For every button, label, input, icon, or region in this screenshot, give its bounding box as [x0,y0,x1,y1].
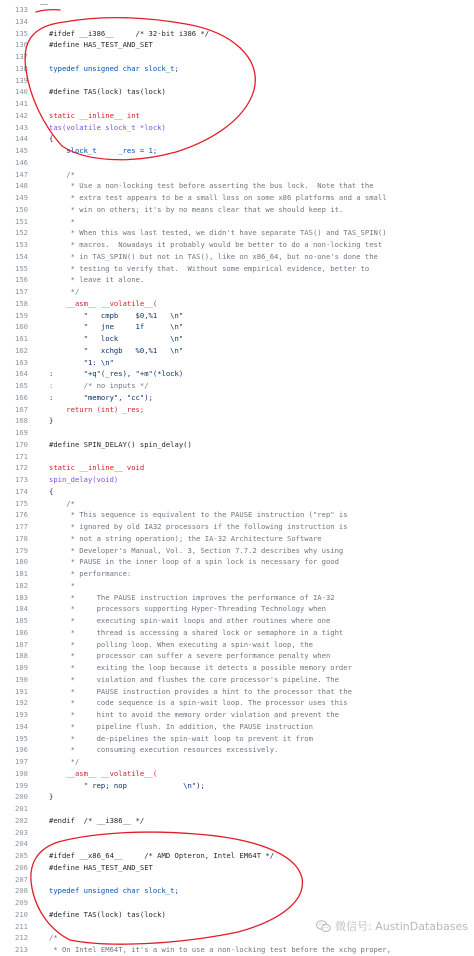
line-number[interactable]: 176 [15,510,28,520]
code-line [0,110,474,122]
code-line [0,4,474,16]
line-text: typedef unsigned char slock_t; [49,886,179,896]
code-line [0,897,474,909]
code-line [0,674,474,686]
line-number[interactable]: 135 [15,28,28,38]
line-number[interactable]: 161 [15,334,28,343]
line-number[interactable]: 193 [15,710,28,719]
line-text: * The PAUSE instruction improves the performance of IA-32 [49,592,335,602]
line-number[interactable]: 184 [15,604,28,614]
line-number[interactable]: 160 [15,322,28,332]
line-number[interactable]: 138 [15,63,28,73]
code-line [0,51,474,63]
code-line [0,709,474,721]
line-text: "1: \n" [49,357,114,367]
code-line [0,63,474,75]
code-line [0,603,474,615]
line-number[interactable]: 209 [15,898,28,907]
code-line [0,885,474,897]
line-number[interactable]: 147 [15,169,28,179]
line-number[interactable]: 136 [15,40,28,50]
line-text: * leave it alone. [49,275,145,285]
line-text: #define HAS_TEST_AND_SET [49,862,153,872]
line-text: " xchgb %0,%1 \n" [49,345,184,355]
line-number[interactable]: 152 [15,228,28,238]
code-line [0,368,474,380]
wechat-icon [316,920,331,933]
line-number[interactable]: 172 [15,463,28,473]
line-number[interactable]: 163 [15,357,28,367]
line-text: * win on others; it's by no means clear that we should keep it. [49,204,344,214]
code-line [0,439,474,451]
code-line [0,451,474,463]
code-line [0,16,474,28]
code-line [0,780,474,792]
line-number[interactable]: 154 [15,251,28,261]
line-number[interactable]: 202 [15,815,28,825]
line-text: #define SPIN_DELAY() spin_delay() [49,439,192,449]
line-number[interactable]: 168 [15,416,28,426]
line-text: * ignored by old IA32 processors if the following instruction is [49,522,348,531]
line-text: * [49,216,75,226]
line-number[interactable]: 149 [15,193,28,202]
line-number[interactable]: 192 [15,698,28,708]
line-text: * testing to verify that. Without some empirical evidence, better to [49,263,370,273]
code-line [0,286,474,298]
line-text: * hint to avoid the memory order violation and prevent the [49,710,339,719]
line-number[interactable]: 134 [15,16,28,26]
line-number[interactable]: 173 [15,475,28,484]
line-text: { [49,134,54,144]
line-text: * processors supporting Hyper-Threading Technology when [49,604,326,614]
line-text: " cmpb $0,%1 \n" [49,310,184,320]
line-number[interactable]: 164 [15,369,28,379]
code-line [0,145,474,157]
line-text: " jne 1f \n" [49,322,184,332]
line-number[interactable]: 197 [15,757,28,766]
line-text: : "+q"(_res), "+m"(*lock) [49,369,184,379]
code-line [0,462,474,474]
line-text: * When this was last tested, we didn't have separate TAS() and TAS_SPIN() [49,228,387,238]
code-line [0,392,474,404]
line-text: " rep; nop \n"); [49,780,205,790]
line-text: __asm__ __volatile__( [49,768,158,778]
line-text: */ [49,757,80,766]
code-line [0,133,474,145]
line-text: * Use a non-locking test before asserting the bus lock. Note that the [49,181,374,191]
code-line [0,239,474,251]
line-number[interactable]: 181 [15,569,28,578]
code-line [0,75,474,87]
code-line [0,404,474,416]
code-line [0,486,474,498]
line-text: /* [49,498,75,508]
line-text: #ifdef __x86_64__ /* AMD Opteron, Intel EM64T */ [49,851,275,860]
line-number[interactable]: 133 [15,5,28,14]
line-text: /* [49,169,75,179]
line-number[interactable]: 146 [15,157,28,167]
line-number[interactable]: 148 [15,181,28,191]
line-number[interactable]: 210 [15,909,28,919]
line-number[interactable]: 150 [15,204,28,214]
code-line [0,498,474,510]
line-number[interactable]: 158 [15,298,28,308]
line-text: * [49,580,75,590]
line-number[interactable]: 144 [15,134,28,144]
line-text: * PAUSE instruction provides a hint to the processor that the [49,686,352,696]
line-text: __asm__ __volatile__( [49,298,158,308]
line-number[interactable]: 190 [15,674,28,684]
line-text: * thread is accessing a shared lock or semaphore in a tight [49,627,344,637]
line-text: * processor can suffer a severe performance penalty when [49,651,331,661]
code-line [0,615,474,627]
code-line [0,427,474,439]
code-line [0,28,474,40]
code-line [0,251,474,263]
line-text: #define TAS(lock) tas(lock) [49,87,166,97]
line-number[interactable]: 178 [15,533,28,543]
code-line [0,650,474,662]
code-line [0,768,474,780]
line-number[interactable]: 169 [15,428,28,437]
code-line [0,298,474,310]
code-line [0,862,474,874]
line-number[interactable]: 143 [15,122,28,132]
line-text: : /* no inputs */ [49,381,149,390]
line-text: } [49,416,54,426]
line-number[interactable]: 213 [15,945,28,954]
line-number[interactable]: 194 [15,721,28,731]
code-line [0,263,474,275]
line-number[interactable]: 199 [15,780,28,790]
code-line [0,791,474,803]
line-number[interactable]: 153 [15,240,28,249]
line-number[interactable]: 167 [15,404,28,414]
line-text: } [49,792,54,802]
line-number[interactable]: 203 [15,827,28,837]
code-line [0,803,474,815]
line-text: * exiting the loop because it detects a possible memory order [49,663,352,672]
line-text: : "memory", "cc"); [49,392,153,402]
line-number[interactable]: 182 [15,580,28,590]
code-line [0,357,474,369]
watermark [316,918,468,934]
code-line [0,850,474,862]
line-number[interactable]: 196 [15,745,28,755]
line-number[interactable]: 174 [15,486,28,496]
line-text: " lock \n" [49,334,184,343]
line-number[interactable]: 145 [15,146,28,155]
line-number[interactable]: 201 [15,804,28,813]
line-text: /* [49,933,58,943]
code-line [0,274,474,286]
watermark-text: 微信号: AustinDatabases [335,920,468,933]
code-line [0,180,474,192]
line-number[interactable]: 211 [15,921,28,931]
line-text: * violation and flushes the core processor's pipeline. The [49,674,339,684]
line-number[interactable]: 177 [15,522,28,531]
code-line [0,345,474,357]
code-line [0,556,474,568]
code-line [0,639,474,651]
code-line [0,533,474,545]
code-line [0,932,474,944]
code-line [0,39,474,51]
line-number[interactable]: 165 [15,381,28,390]
line-number[interactable]: 205 [15,851,28,860]
line-text: * executing spin-wait loops and other routines where one [49,616,331,625]
line-text: static __inline__ int [49,110,140,120]
code-line [0,815,474,827]
code-line [0,204,474,216]
code-line [0,874,474,886]
code-line [0,509,474,521]
code-line [0,697,474,709]
line-text: * pipeline flush. In addition, the PAUSE instruction [49,721,313,731]
line-text: slock_t _res = 1; [49,146,158,155]
code-line [0,944,474,956]
line-number[interactable]: 137 [15,52,28,61]
line-text: * not a string operation); the IA-32 Architecture Software [49,533,322,543]
code-line [0,721,474,733]
code-line [0,580,474,592]
line-number[interactable]: 186 [15,627,28,637]
code-line [0,756,474,768]
line-number[interactable]: 171 [15,451,28,461]
line-number[interactable]: 188 [15,651,28,661]
line-text: * in TAS_SPIN() but not in TAS(), like on x86_64, but no-one's done the [49,251,378,261]
line-text: */ [49,287,80,296]
code-line [0,545,474,557]
code-line [0,827,474,839]
line-text: * polling loop. When executing a spin-wait loop, the [49,639,313,649]
line-number[interactable]: 156 [15,275,28,285]
line-number[interactable]: 200 [15,792,28,802]
code-line [0,380,474,392]
line-number[interactable]: 195 [15,733,28,743]
line-text: typedef unsigned char slock_t; [49,63,179,73]
line-number[interactable]: 151 [15,216,28,226]
code-line [0,838,474,850]
line-number[interactable]: 155 [15,263,28,273]
line-number[interactable]: 142 [15,110,28,120]
line-text: tas(volatile slock_t *lock) [49,122,166,132]
code-line [0,157,474,169]
code-line [0,415,474,427]
line-text: * code sequence is a spin-wait loop. The processor uses this [49,698,348,708]
line-number[interactable]: 139 [15,75,28,85]
line-number[interactable]: 191 [15,686,28,696]
code-line [0,662,474,674]
line-number[interactable]: 180 [15,557,28,567]
line-text: * Developer's Manual, Vol. 3, Section 7.7.2 describes why using [49,545,344,555]
code-line [0,744,474,756]
code-line [0,98,474,110]
code-line [0,733,474,745]
line-number[interactable]: 204 [15,839,28,849]
code-line [0,627,474,639]
code-line [0,592,474,604]
line-text: * performance: [49,569,132,578]
code-line [0,521,474,533]
line-number[interactable]: 208 [15,886,28,896]
line-text: * consuming execution resources excessively. [49,745,279,755]
line-text: return (int) _res; [49,404,145,414]
line-number[interactable]: 166 [15,392,28,402]
line-number[interactable]: 170 [15,439,28,449]
code-line [0,227,474,239]
code-line [0,333,474,345]
code-line [0,310,474,322]
code-line [0,568,474,580]
line-text: static __inline__ void [49,463,145,473]
line-number[interactable]: 141 [15,99,28,108]
line-number[interactable]: 212 [15,933,28,943]
line-number[interactable]: 140 [15,87,28,97]
code-line [0,321,474,333]
line-number[interactable]: 179 [15,545,28,555]
line-text: * macros. Nowadays it probably would be better to do a non-locking test [49,240,383,249]
line-text: #define HAS_TEST_AND_SET [49,40,153,50]
line-number[interactable]: 189 [15,663,28,672]
line-number[interactable]: 157 [15,287,28,296]
line-text: * On Intel EM64T, it's a win to use a non-locking test before the xchg proper, [49,945,391,954]
code-line [0,192,474,204]
line-number[interactable]: 187 [15,639,28,649]
code-line [0,686,474,698]
line-text: { [49,486,54,496]
code-line [0,474,474,486]
line-text: spin_delay(void) [49,475,119,484]
line-number[interactable]: 183 [15,592,28,602]
code-line [0,122,474,134]
line-text: #define TAS(lock) tas(lock) [49,909,166,919]
line-number[interactable]: 198 [15,768,28,778]
code-line [0,169,474,181]
line-number[interactable]: 159 [15,310,28,320]
line-text: #ifdef __i386__ /* 32-bit i386 */ [49,28,210,38]
line-number[interactable]: 206 [15,862,28,872]
code-line [0,86,474,98]
line-text: * This sequence is equivalent to the PAUSE instruction ("rep" is [49,510,348,520]
line-number[interactable]: 207 [15,874,28,884]
line-text: * de-pipelines the spin-wait loop to prevent it from [49,733,313,743]
code-line [0,216,474,228]
line-text: * extra test appears to be a small loss on some x86 platforms and a small [49,193,387,202]
line-number[interactable]: 162 [15,345,28,355]
line-number[interactable]: 175 [15,498,28,508]
line-text: * PAUSE in the inner loop of a spin lock is necessary for good [49,557,339,567]
line-text: #endif /* __i386__ */ [49,815,145,825]
line-number[interactable]: 185 [15,616,28,625]
